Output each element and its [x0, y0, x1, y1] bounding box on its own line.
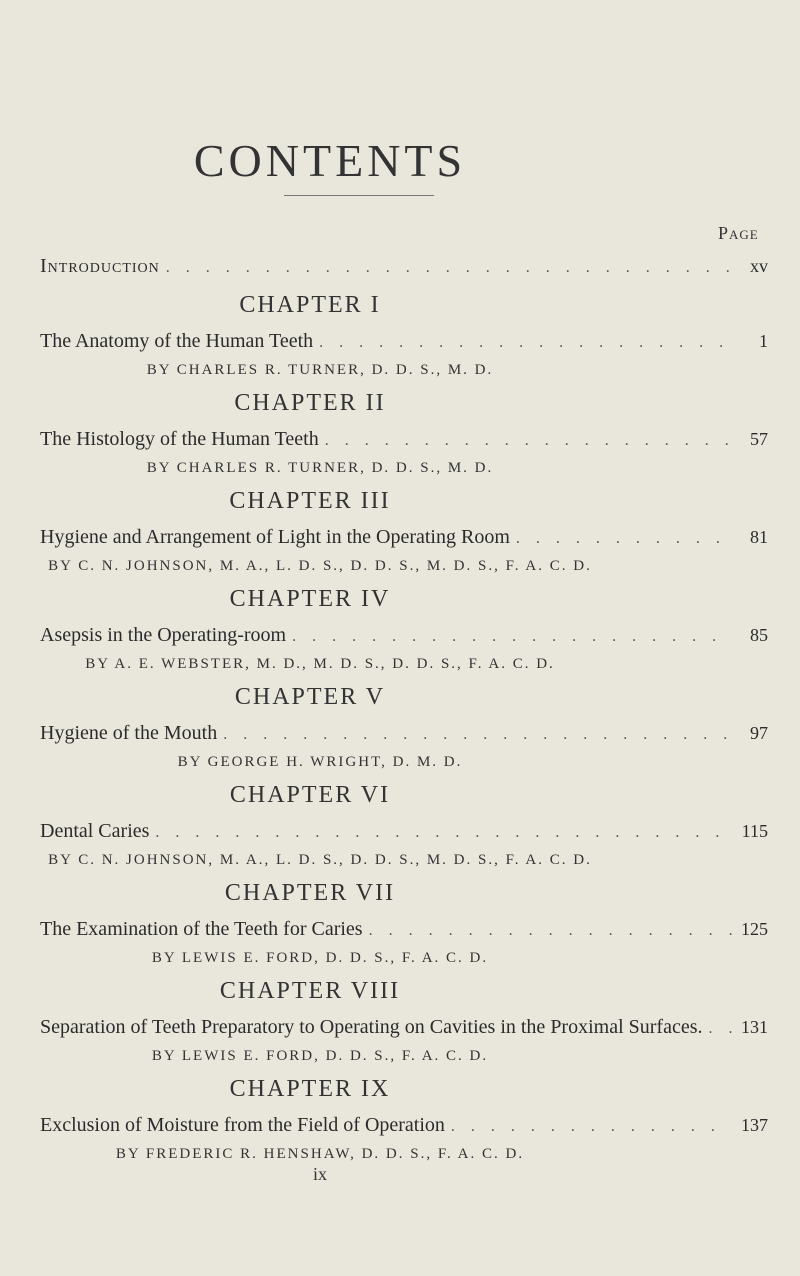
page-column-label: Page [718, 223, 759, 243]
entry-title: Dental Caries [40, 820, 150, 842]
entry-title: Introduction [40, 255, 160, 277]
toc-entry [40, 918, 768, 944]
entry-title: Hygiene of the Mouth [40, 722, 218, 744]
entry-title: Asepsis in the Operating-room [40, 624, 287, 646]
entry-title: Separation of Teeth Preparatory to Operating on Cavities in the Proximal Surfaces. [40, 1016, 703, 1038]
entry-page: 125 [741, 919, 768, 939]
entry-title: The Anatomy of the Human Teeth [40, 330, 314, 352]
toc-entry [40, 820, 768, 846]
title-rule [284, 195, 434, 196]
chapter-heading: CHAPTER IX [229, 1076, 391, 1102]
entry-page: 137 [741, 1115, 768, 1135]
chapter-heading: CHAPTER VIII [219, 978, 401, 1004]
entry-page: 115 [741, 821, 768, 841]
chapter-heading: CHAPTER V [234, 684, 386, 710]
chapter-author: BY LEWIS E. FORD, D. D. S., F. A. C. D. [151, 950, 489, 966]
page-folio: ix [312, 1164, 327, 1184]
leader-dots [709, 1020, 733, 1038]
toc-entry [40, 1016, 768, 1042]
entry-page: 85 [750, 625, 768, 645]
entry-page: 57 [750, 429, 768, 449]
chapter-author: BY C. N. JOHNSON, M. A., L. D. S., D. D. S., M. D. S., F. A. C. D. [48, 852, 592, 868]
leader-dots [223, 726, 732, 744]
leader-dots [516, 530, 732, 548]
toc-entry [40, 330, 768, 356]
entry-title: Hygiene and Arrangement of Light in the Operating Room [40, 526, 510, 548]
leader-dots [155, 824, 732, 842]
entry-page: 131 [741, 1017, 768, 1037]
chapter-heading: CHAPTER IV [229, 586, 391, 612]
entry-page: 97 [750, 723, 768, 743]
entry-page: 1 [759, 331, 768, 351]
page-title: CONTENTS [193, 135, 467, 186]
chapter-author: BY CHARLES R. TURNER, D. D. S., M. D. [146, 460, 494, 476]
chapter-heading: CHAPTER III [229, 488, 391, 514]
leader-dots [369, 922, 732, 940]
toc-entry [40, 428, 768, 454]
toc-entry-introduction [40, 255, 768, 281]
leader-dots [319, 334, 732, 352]
chapter-author: BY C. N. JOHNSON, M. A., L. D. S., D. D. S., M. D. S., F. A. C. D. [48, 558, 592, 574]
toc-entry [40, 526, 768, 552]
chapter-heading: CHAPTER VI [229, 782, 391, 808]
leader-dots [325, 432, 732, 450]
chapter-author: BY A. E. WEBSTER, M. D., M. D. S., D. D. S., F. A. C. D. [85, 656, 555, 672]
chapter-heading: CHAPTER II [234, 390, 386, 416]
chapter-heading: CHAPTER I [239, 292, 381, 318]
chapter-heading: CHAPTER VII [224, 880, 396, 906]
entry-title: The Histology of the Human Teeth [40, 428, 319, 450]
chapter-author: BY CHARLES R. TURNER, D. D. S., M. D. [146, 362, 494, 378]
toc-entry [40, 624, 768, 650]
toc-entry [40, 1114, 768, 1140]
leader-dots [166, 259, 732, 277]
leader-dots [451, 1118, 732, 1136]
chapter-author: BY FREDERIC R. HENSHAW, D. D. S., F. A. C. D. [115, 1146, 525, 1162]
entry-page: xv [750, 256, 768, 276]
chapter-author: BY LEWIS E. FORD, D. D. S., F. A. C. D. [151, 1048, 489, 1064]
leader-dots [292, 628, 732, 646]
entry-page: 81 [750, 527, 768, 547]
toc-entry [40, 722, 768, 748]
chapter-author: BY GEORGE H. WRIGHT, D. M. D. [177, 754, 463, 770]
entry-title: The Examination of the Teeth for Caries [40, 918, 363, 940]
entry-title: Exclusion of Moisture from the Field of Operation [40, 1114, 445, 1136]
